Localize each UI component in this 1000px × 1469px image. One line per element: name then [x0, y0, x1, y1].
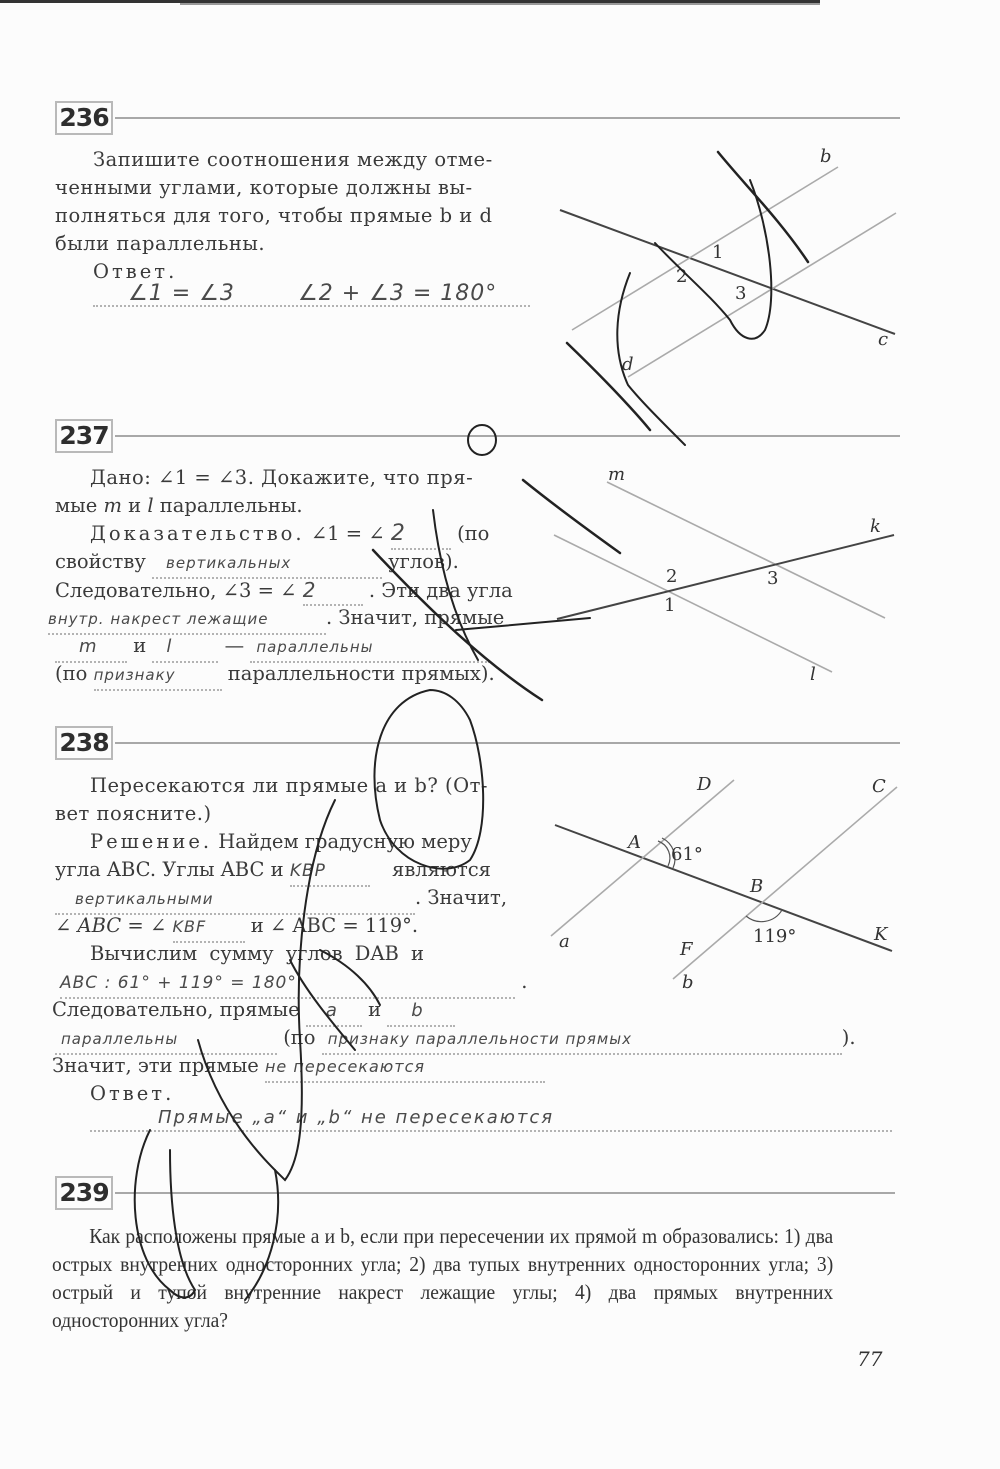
blank-sign[interactable]: признаку — [94, 661, 222, 691]
handwritten-answer-1: ∠1 = ∠3 — [128, 281, 235, 306]
text: Следовательно, ∠3 = ∠ — [55, 579, 297, 602]
prompt-line: полняться для того, чтобы прямые b и d — [55, 204, 493, 227]
prompt-line: Запишите соотношения между отме- — [93, 148, 493, 171]
point-K: K — [874, 924, 888, 945]
figure-236 — [560, 146, 896, 377]
question-line: Пересекаются ли прямые a и b? (От- — [90, 774, 488, 797]
question-line: вет поясните.) — [55, 802, 212, 825]
figure-238 — [551, 774, 897, 993]
pencil-stroke — [198, 800, 335, 1180]
text: являются — [392, 858, 491, 881]
pencil-stroke — [320, 950, 380, 1005]
handwritten-answer: Прямые „a“ и „b“ не пересекаются — [158, 1107, 555, 1128]
task-number: 237 — [55, 419, 113, 453]
answer-label: Ответ. — [90, 1082, 175, 1105]
text: и — [368, 998, 382, 1021]
pencil-stroke — [433, 510, 478, 660]
pencil-stroke — [718, 152, 808, 262]
pencil-stroke — [523, 480, 620, 553]
label-d: d — [622, 354, 634, 375]
blank-angle-eq[interactable]: KBF — [173, 913, 245, 943]
text: . Значит, прямые — [326, 606, 505, 629]
pencil-oval — [374, 690, 483, 869]
label-l: l — [810, 664, 816, 685]
text: Значит, эти прямые — [52, 1054, 259, 1077]
angle-value-119: 119° — [753, 926, 797, 947]
task-number: 238 — [55, 726, 113, 760]
text: ∠ ABC = ∠ — [55, 914, 167, 937]
line-b — [673, 787, 897, 979]
text: углов). — [388, 550, 459, 573]
blank-line-1[interactable]: m — [55, 633, 127, 663]
angle-label-2: 2 — [666, 566, 678, 587]
line-label-m: m — [103, 494, 122, 517]
label-m: m — [608, 464, 626, 485]
blank-a[interactable]: a — [306, 997, 362, 1027]
line-m — [607, 482, 885, 618]
blank-angle-type[interactable]: внутр. накрест лежащие — [48, 605, 326, 635]
line-a — [551, 780, 734, 936]
pencil-stroke — [456, 618, 590, 630]
blank-property[interactable]: вертикальных — [152, 549, 382, 579]
task-239-text: Как расположены прямые a и b, если при пересечении их прямой m образовались: 1) два острых внутренних односторонних угла; 2) два тупых внутренних односторонних угла; 3) острый и тупой внутренние накрест лежащие углы; 4) два прямых внутренних односторонних угла? — [52, 1224, 834, 1332]
prompt-line: ченными углами, которые должны вы- — [55, 176, 473, 199]
blank-parallel[interactable]: параллельны — [55, 1025, 277, 1055]
text: свойству — [55, 550, 146, 573]
text: угла ABC. Углы ABC и — [55, 858, 284, 881]
line-k — [557, 535, 894, 619]
angle-label-1: 1 — [712, 242, 724, 263]
angle-arc-61 — [658, 841, 670, 866]
handwritten-answer-2: ∠2 + ∠3 = 180° — [298, 281, 498, 306]
angle-label-1: 1 — [664, 595, 676, 616]
label-k: k — [870, 516, 881, 537]
text: и — [133, 634, 147, 657]
point-F: F — [680, 939, 693, 960]
answer-label: Ответ. — [93, 260, 178, 283]
text: . Значит, — [415, 886, 508, 909]
text: . — [521, 970, 528, 993]
point-C: C — [872, 776, 886, 797]
line-label-l: l — [147, 494, 154, 517]
pencil-stroke — [567, 343, 650, 430]
proof-label: Доказательство. — [90, 522, 305, 545]
blank-angle-2[interactable]: 2 — [303, 576, 363, 606]
text: ∠1 = ∠ — [310, 522, 385, 545]
blank-criterion[interactable]: признаку параллельности прямых — [322, 1025, 842, 1055]
blank-conclusion[interactable]: не пересекаются — [265, 1053, 545, 1083]
text: Найдем градусную меру — [218, 830, 472, 853]
solution-label: Решение. — [90, 830, 213, 853]
text: параллельны. — [159, 494, 303, 517]
prompt-line: были параллельны. — [55, 232, 266, 255]
angle-label-3: 3 — [767, 568, 779, 589]
label-b: b — [682, 972, 694, 993]
angle-value-61: 61° — [671, 844, 703, 865]
text: ). — [841, 1026, 856, 1049]
line-AK — [555, 825, 892, 951]
text: параллельности прямых). — [227, 662, 495, 685]
angle-label-3: 3 — [735, 283, 747, 304]
text: . Эти два угла — [368, 579, 513, 602]
label-b: b — [820, 146, 832, 167]
point-D: D — [697, 774, 712, 795]
text: (по — [283, 1026, 316, 1049]
blank-angle-type[interactable]: вертикальными — [55, 885, 415, 915]
text: и ∠ ABC = 119°. — [250, 914, 419, 937]
compute-line: Вычислим сумму углов DAB и — [90, 942, 425, 965]
point-B: B — [750, 876, 764, 897]
text: и — [128, 494, 142, 517]
blank-line-2[interactable]: l — [152, 633, 218, 663]
point-A: A — [628, 832, 641, 853]
pencil-circle — [468, 425, 496, 455]
pencil-stroke — [245, 1170, 278, 1300]
blank-relation[interactable]: параллельны — [250, 633, 490, 663]
angle-label-2: 2 — [676, 266, 688, 287]
line-d — [628, 213, 896, 377]
task-number: 236 — [55, 101, 113, 135]
text: Следовательно, прямые — [52, 998, 300, 1021]
given-line: Дано: ∠1 = ∠3. Докажите, что пря- — [90, 466, 474, 489]
label-c: c — [878, 329, 889, 350]
blank-angle-1[interactable]: 2 — [391, 520, 451, 550]
blank-b[interactable]: b — [387, 997, 455, 1027]
text: — — [224, 634, 245, 657]
pencil-stroke — [135, 1130, 195, 1298]
text: мые — [55, 494, 98, 517]
pencil-scribbles — [135, 152, 808, 1300]
blank-angle-pair[interactable]: KBP — [290, 857, 370, 887]
line-l — [554, 535, 832, 672]
task-number: 239 — [55, 1176, 113, 1210]
blank-sum[interactable]: ABC : 61° + 119° = 180° — [60, 969, 515, 999]
page-number: 77 — [857, 1347, 883, 1371]
figure-237 — [554, 464, 894, 685]
text: (по — [55, 662, 88, 685]
label-a: a — [559, 931, 570, 952]
text: (по — [457, 522, 490, 545]
